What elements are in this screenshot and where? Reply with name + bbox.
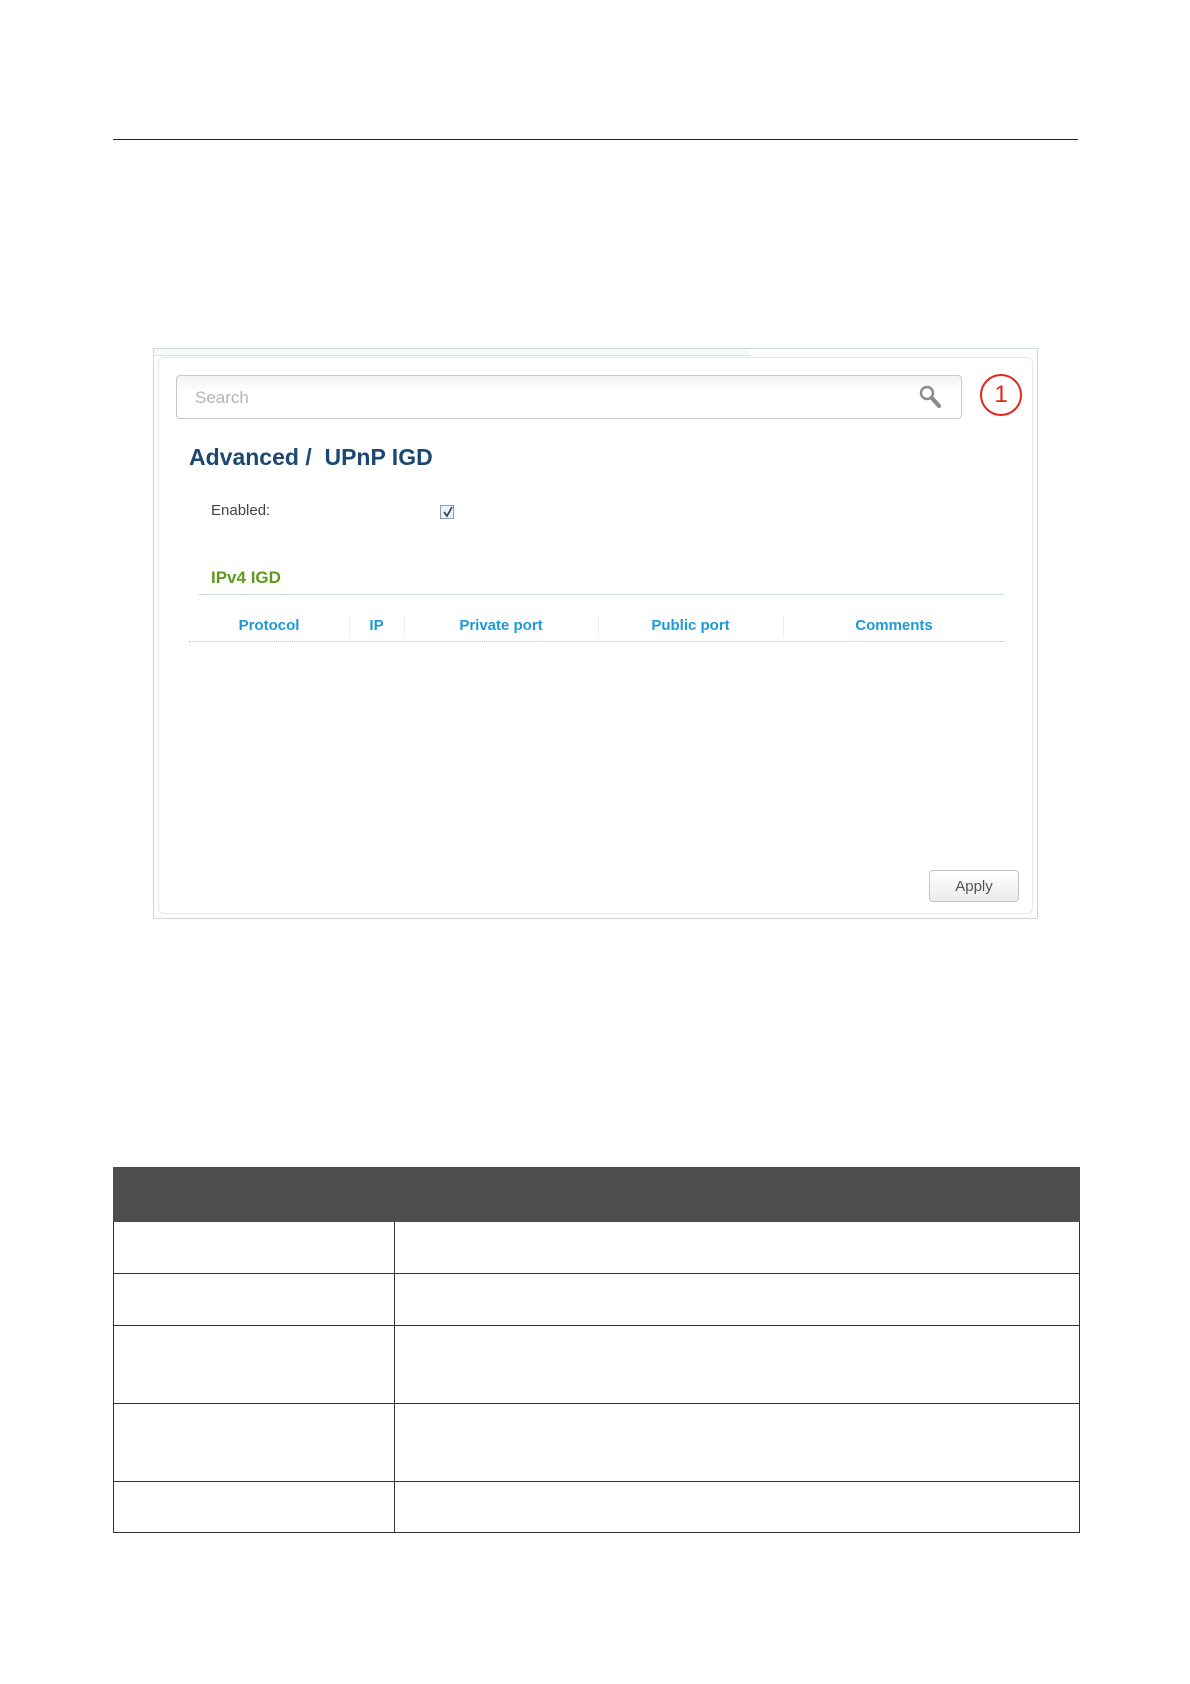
search-placeholder: Search [195,388,249,407]
settings-panel [158,357,1033,914]
table-row [114,1404,1080,1482]
table-cell [395,1482,1080,1533]
column-header-ip[interactable]: IP [349,611,404,641]
rules-table-header [189,611,1005,642]
section-divider [198,594,1004,595]
checkmark-icon [442,506,454,518]
column-header-public-port[interactable]: Public port [598,611,783,641]
upnp-igd-screenshot [153,348,1038,919]
frame-edge [154,349,750,356]
column-header-protocol[interactable]: Protocol [238,617,300,634]
table-cell [114,1222,395,1274]
enabled-label: Enabled: [211,502,271,519]
table-cell [114,1404,395,1482]
table-row [114,1482,1080,1533]
apply-button[interactable]: Apply [929,870,1019,902]
table-row [114,1326,1080,1404]
column-header-comments[interactable]: Comments [783,611,1005,641]
table-cell [114,1274,395,1326]
page-header-rule [113,139,1078,140]
table-header-row [114,1168,1080,1222]
search-icon[interactable] [918,384,944,412]
enabled-checkbox[interactable] [440,505,454,519]
table-cell [395,1326,1080,1404]
callout-number: 1 [980,374,1022,416]
table-row [114,1274,1080,1326]
column-header-private-port[interactable]: Private port [404,611,598,641]
page-title: Advanced / UPnP IGD [189,444,433,470]
table-header-cell [114,1168,395,1222]
table-cell [395,1404,1080,1482]
table-cell [395,1274,1080,1326]
table-cell [395,1222,1080,1274]
search-field[interactable] [176,375,962,419]
section-title: IPv4 IGD [211,568,281,587]
parameters-table [113,1167,1080,1533]
table-row [114,1222,1080,1274]
table-header-cell [395,1168,1080,1222]
table-cell [114,1326,395,1404]
table-cell [114,1482,395,1533]
